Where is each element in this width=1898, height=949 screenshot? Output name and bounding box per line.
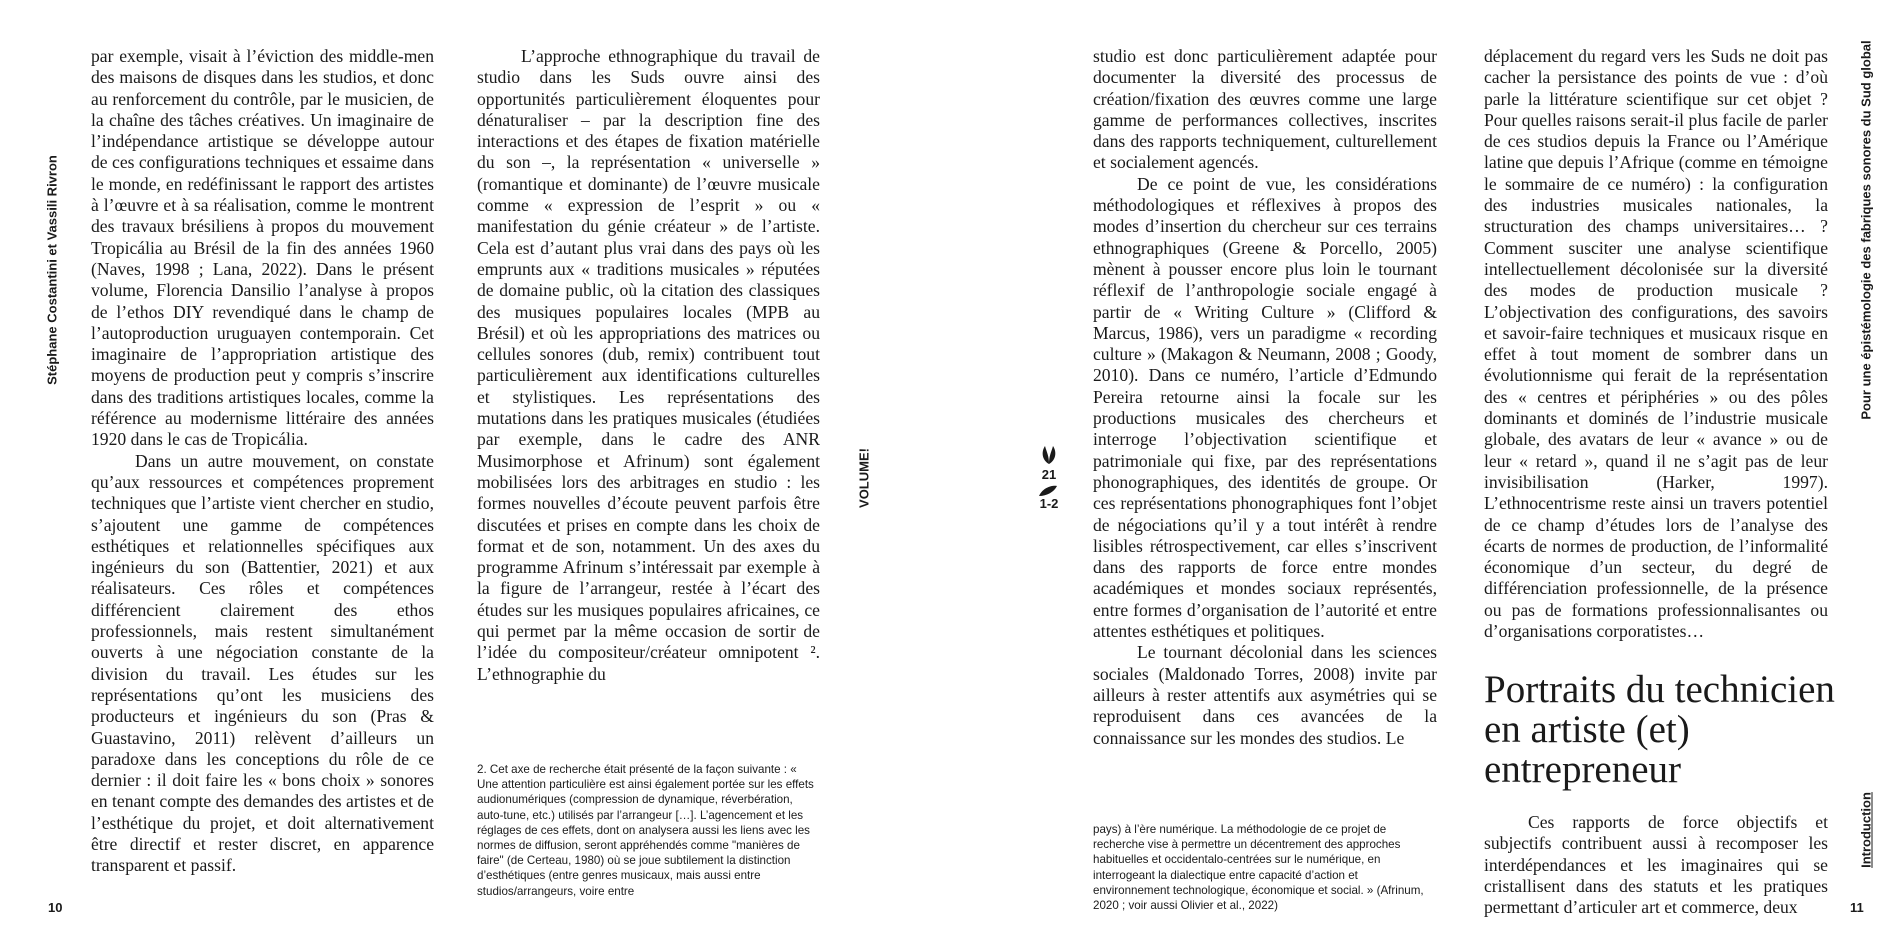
paragraph: déplacement du regard vers les Suds ne doit pas cacher la persistance des points de vue : d’où parle la littérature scientifique sur cet objet ? Pour quelles raisons serait-il plus facile de parler de ces studios depuis la France ou l’Amérique latine que depuis l’Afrique (comme en témoigne le sommaire de ce numéro) : la configuration des industries musicales nationales, la structuration des champs universitaires… ? Comment susciter une analyse scientifique intellectuellement décolonisée sur la diversité des modes de production musicale ? L’objectivation des configurations, des savoirs et savoir-faire techniques et musicaux risque en effet à tout moment de sombrer dans un évolutionnisme qui ferait de la représentation des « centres et périphéries » ou des pôles dominants et dominés de l’industrie musicale globale, des avatars de leur « avance » ou de leur « retard », quand il ne s’agit pas de leur invisibilisation (Harker, 1997). L’ethnocentrisme reste ainsi un travers potentiel de ce champ d’études lors de l’analyse des écarts de normes de production, de l’informalité économique d’un secteur, du degré de différenciation professionnelle, de la présence ou pas de formations professionnalisantes ou d’organisations corporatistes…: [1484, 46, 1828, 642]
page-number-left: 10: [48, 900, 63, 915]
journal-logo: [1036, 444, 1062, 466]
right-column-1: [1093, 46, 1437, 749]
footnote-2: 2. Cet axe de recherche était présenté de la façon suivante : « Une attention particulière est ainsi également portée sur les effets audionumériques (compression de dynamique, réverbération, auto-tune, etc.) utilisés par l’arrangeur […]. L’agencement et les réglages de ces effets, dont on analysera aussi les liens avec les normes de diffusion, seront appréhendés comme "manières de faire" (de Certeau, 1980) où se joue subtilement la distinction d’esthétiques (entre genres musicaux, mais aussi entre studios/arrangeurs, voire entre: [477, 763, 814, 898]
left-column-2: [477, 46, 820, 685]
left-column-1: [91, 46, 434, 877]
section-heading: Portraits du technicien en artiste (et) entrepreneur: [1484, 668, 1835, 791]
paragraph: Le tournant décolonial dans les sciences sociales (Maldonado Torres, 2008) invite par ailleurs à rester attentifs aux asymétries qui se reproduisent dans ces avancées de la connaissance sur les mondes des studios. Le: [1093, 642, 1437, 748]
section-label-introduction[interactable]: Introduction: [1858, 792, 1874, 868]
running-head-left: Stéphane Costantini et Vassili Rivron: [44, 155, 60, 385]
paragraph: Dans un autre mouvement, on constate qu’aux ressources et compétences proprement techniques que l’artiste vient chercher en studio, s’ajoutent une gamme de compétences esthétiques et relationnelles spécifiques aux ingénieurs du son (Battentier, 2021) et aux réalisateurs. Ces rôles et compétences différencient clairement des ethos professionnels, mais restent simultanément ouverts à une négociation constante de la division du travail. Les études sur les représentations qu’ont les musiciens des producteurs et ingénieurs du son (Pras & Guastavino, 2011) relèvent d’ailleurs un paradoxe dans les conceptions du rôle de ce dernier : il doit faire les « bons choix » sonores en tenant compte des demandes des artistes et de l’esthétique du projet, et doit alternativement être directif et rester discret, en apparence transparent et passif.: [91, 450, 434, 876]
paragraph: L’approche ethnographique du travail de studio dans les Suds ouvre ainsi des opportunités particulièrement éloquentes pour dénaturaliser – par la description fine des interactions et des étapes de fixation matérielle du son –, la représentation « universelle » (romantique et dominante) de l’œuvre musicale comme « expression de l’esprit » ou « manifestation du génie créateur » de l’artiste. Cela est d’autant plus vrai dans des pays où les emprunts aux « traditions musicales » réputées de domaine public, où la citation des classiques des musiques populaires locales (MPB au Brésil) et où les appropriations des matrices ou cellules sonores (dub, remix) contribuent tout particulièrement aux identifications culturelles et stylistiques. Les représentations des mutations dans les pratiques musicales (étudiées par exemple, dans le cadre des ANR Musimorphose et Afrinum) sont également mobilisées lors des arbitrages en studio : les formes nouvelles d’écoute peuvent parfois être discutées et prises en compte dans les choix de format et de son, notamment. Un des axes du programme Afrinum s’intéressait par exemple à la figure de l’arrangeur, restée à l’écart des études sur les musiques populaires africaines, ce qui permet par la même occasion de sortir de l’idée du compositeur/créateur omnipotent ². L’ethnographie du: [477, 46, 820, 684]
paragraph: Ces rapports de force objectifs et subjectifs contribuent aussi à recomposer les interdépendances et les imaginaires qui se cristallisent dans des statuts et les pratiques permettant d’articuler art et commerce, deux: [1484, 812, 1828, 918]
footnote-2-continued: pays) à l’ère numérique. La méthodologie de ce projet de recherche vise à permettre un décentrement des approches habituelles et occidentalo-centrées sur le numérique, en interrogeant la dialectique entre capacité d’action et environnement technologique, économique et social. » (Afrinum, 2020 ; voir aussi Olivier et al., 2022): [1093, 823, 1424, 913]
leaf-logo-icon: [1036, 444, 1062, 466]
right-column-2: [1484, 46, 1828, 642]
issue-number: 1-2: [1039, 496, 1059, 511]
paragraph: studio est donc particulièrement adaptée pour documenter la diversité des processus de création/fixation des œuvres comme une large gamme de performances collectives, inscrites dans des rapports techniquement, culturellement et socialement agencés.: [1093, 46, 1437, 173]
paragraph: De ce point de vue, les considérations méthodologiques et réflexives à propos des modes d’insertion du chercheur sur ces terrains ethnographiques (Greene & Porcello, 2005) mènent à pousser encore plus loin le tournant réflexif de l’anthropologie sociale engagé à partir de « Writing Culture » (Clifford & Marcus, 1986), vers un paradigme « recording culture » (Makagon & Neumann, 2008 ; Goody, 2010). Dans ce numéro, l’article d’Edmundo Pereira retourne ainsi la focale sur les productions musicales des chercheurs et interroge l’objectivation scientifique et patrimoniale qui fixe, par des représentations phonographiques, des identités de groupe. Or ces représentations phonographiques font l’objet de négociations qu’il y a tout intérêt à rendre lisibles rétrospectivement, car elles s’inscrivent dans des rapports de force entre mondes académiques et mondes sociaux représentés, entre formes d’organisation de l’autorité et entre attentes esthétiques et politiques.: [1093, 173, 1437, 642]
right-column-2-after-heading: [1484, 812, 1828, 918]
journal-number: 21: [1041, 467, 1057, 482]
paragraph: par exemple, visait à l’éviction des middle-men des maisons de disques dans les studios, et donc au renforcement du contrôle, par le musicien, de la chaîne des tâches créatives. Un imaginaire de l’indépendance artistique se développe autour de ces configurations techniques et essaime dans le monde, en redéfinissant le rapport des artistes à l’œuvre et à sa réalisation, comme le montrent des travaux brésiliens à propos du mouvement Tropicália au Brésil de la fin des années 1960 (Naves, 1998 ; Lana, 2022). Dans le présent volume, Florencia Dansilio l’analyse à propos de l’ethos DIY revendiqué dans le champ de l’autoproduction uruguayen contemporain. Cet imaginaire de l’appropriation artistique des moyens de production peut y compris s’inscrire dans des traditions artistiques locales, comme la référence au modernisme littéraire des années 1920 dans le cas de Tropicália.: [91, 46, 434, 450]
page-number-right: 11: [1850, 900, 1864, 915]
running-head-right: Pour une épistémologie des fabriques sonores du Sud global: [1858, 40, 1874, 420]
journal-title-vertical: VOLUME!: [856, 448, 872, 508]
